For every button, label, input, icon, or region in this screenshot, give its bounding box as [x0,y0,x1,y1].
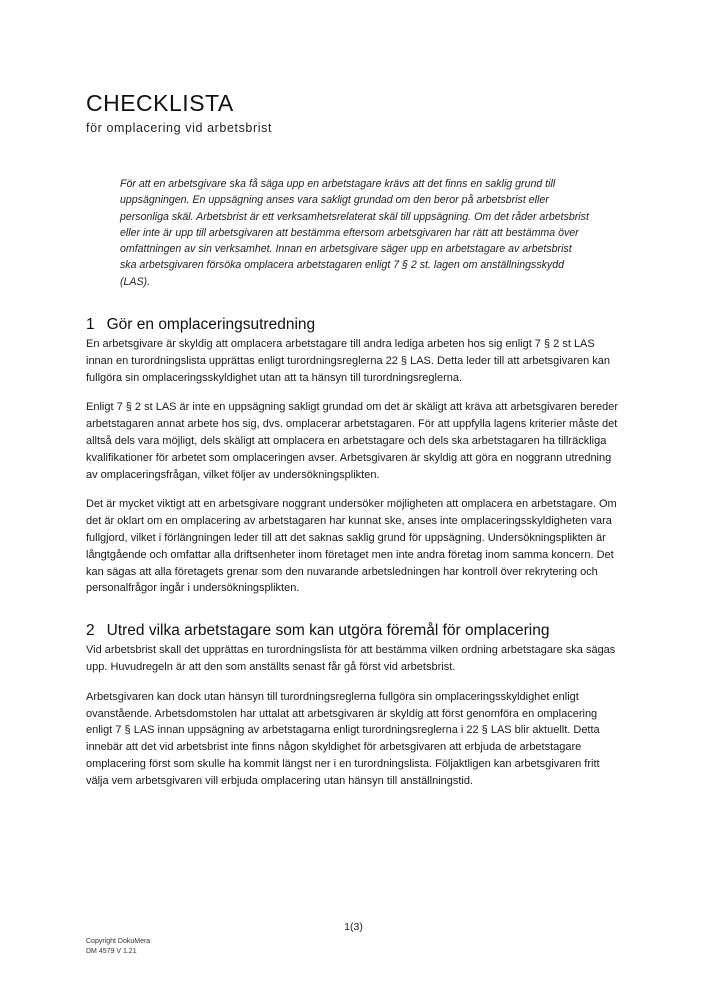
document-id: DM 4579 V 1.21 [86,948,137,955]
intro-paragraph: För att en arbetsgivare ska få säga upp en arbetstagare krävs att det finns en saklig grund till uppsägningen. En uppsägning anses vara sakligt grundad om den beror på arbetsbrist eller personliga skäl. Arbetsbrist är ett verksamhetsrelaterat skäl till uppsägning. Om det råder arbetsbrist eller inte är upp till arbetsgivaren att bestämma eftersom arbetsgivaren har rätt att bestämma över omfattningen av sin verksamhet. Innan en arbetsgivare säger upp en arbetstagare av arbetsbrist ska arbetsgivaren försöka omplacera arbetstagaren enligt 7 § 2 st. lagen om anställningsskydd (LAS). [120,178,589,288]
section-1 [86,315,626,597]
section-2-heading [86,621,626,641]
footer-meta [86,937,150,957]
document-subtitle: för omplacering vid arbetsbrist [86,121,273,135]
section-1-paragraph-3: Det är mycket viktigt att en arbetsgivare noggrant undersöker möjligheten att omplacera en arbetstagare. Om det är oklart om en omplacering av arbetstagaren har kunnat ske, anses inte omplaceringsskyldigheten vara fullgjord, vilket i förlängningen leder till att det saknas saklig grund för uppsägning. Undersökningsplikten är långtgående och omfattar alla driftsenheter inom företaget men inte andra företag inom samma koncern. Det kan sägas att alla företagets grenar som den nuvarande arbetsledningen har kontroll över rekrytering och personalfrågor ingår i undersökningsplikten. [86,498,617,595]
section-1-heading [86,315,626,335]
page-number: 1(3) [344,921,363,933]
section-2 [86,621,626,789]
section-1-number: 1 [86,316,95,334]
document-title: CHECKLISTA [86,90,234,116]
section-2-paragraph-1: Vid arbetsbrist skall det upprättas en turordningslista för att bestämma vilken ordning arbetstagare ska sägas upp. Huvudregeln är att den som anställts senast får gå först vid arbetsbrist. [86,644,616,674]
section-1-title: Gör en omplaceringsutredning [106,316,316,334]
section-1-paragraph-2: Enligt 7 § 2 st LAS är inte en uppsägning sakligt grundad om det är skäligt att kräva att arbetsgivaren bereder arbetstagaren annat arbete hos sig, dvs. omplacerar arbetstagaren. För att uppfylla lagens kriterier måste det alltså dels vara möjligt, dels skäligt att omplacera en arbetstagare och dels ska arbetstagaren ha tillräckliga kvalifikationer för arbetet som omplaceringen avser. Arbetsgivaren är skyldig att göra en noggrann utredning av omplaceringsfrågan, vilket följer av undersökningsplikten. [86,401,618,481]
section-1-paragraph-1: En arbetsgivare är skyldig att omplacera arbetstagare till andra lediga arbeten hos sig enligt 7 § 2 st LAS innan en turordningslista upprättas enligt turordningsreglerna 22 § LAS. Detta leder till att arbetsgivaren kan fullgöra sin omplaceringsskyldighet utan att ta hänsyn till turordningsreglerna. [86,338,611,384]
section-2-paragraph-2: Arbetsgivaren kan dock utan hänsyn till turordningsreglerna fullgöra sin omplaceringsskyldighet enligt ovanstående. Arbetsdomstolen har uttalat att arbetsgivaren är skyldig att först genomföra en omplacering enligt 7 § LAS innan uppsägning av arbetstagarna enligt turordningsreglerna i 22 § LAS blir aktuellt. Detta innebär att det vid arbetsbrist inte finns någon skyldighet för arbetsgivaren att erbjuda de arbetstagare omplacering först som skulle ha kommit längst ner i en turordningslista. Följaktligen kan arbetsgivaren fritt välja vem arbetsgivaren vill erbjuda omplacering utan hänsyn till anställningstid. [86,690,600,787]
copyright-text: Copyright DokuMera [86,938,151,945]
section-2-number: 2 [86,622,95,640]
document-page [86,88,626,790]
section-2-title: Utred vilka arbetstagare som kan utgöra föremål för omplacering [106,622,550,640]
